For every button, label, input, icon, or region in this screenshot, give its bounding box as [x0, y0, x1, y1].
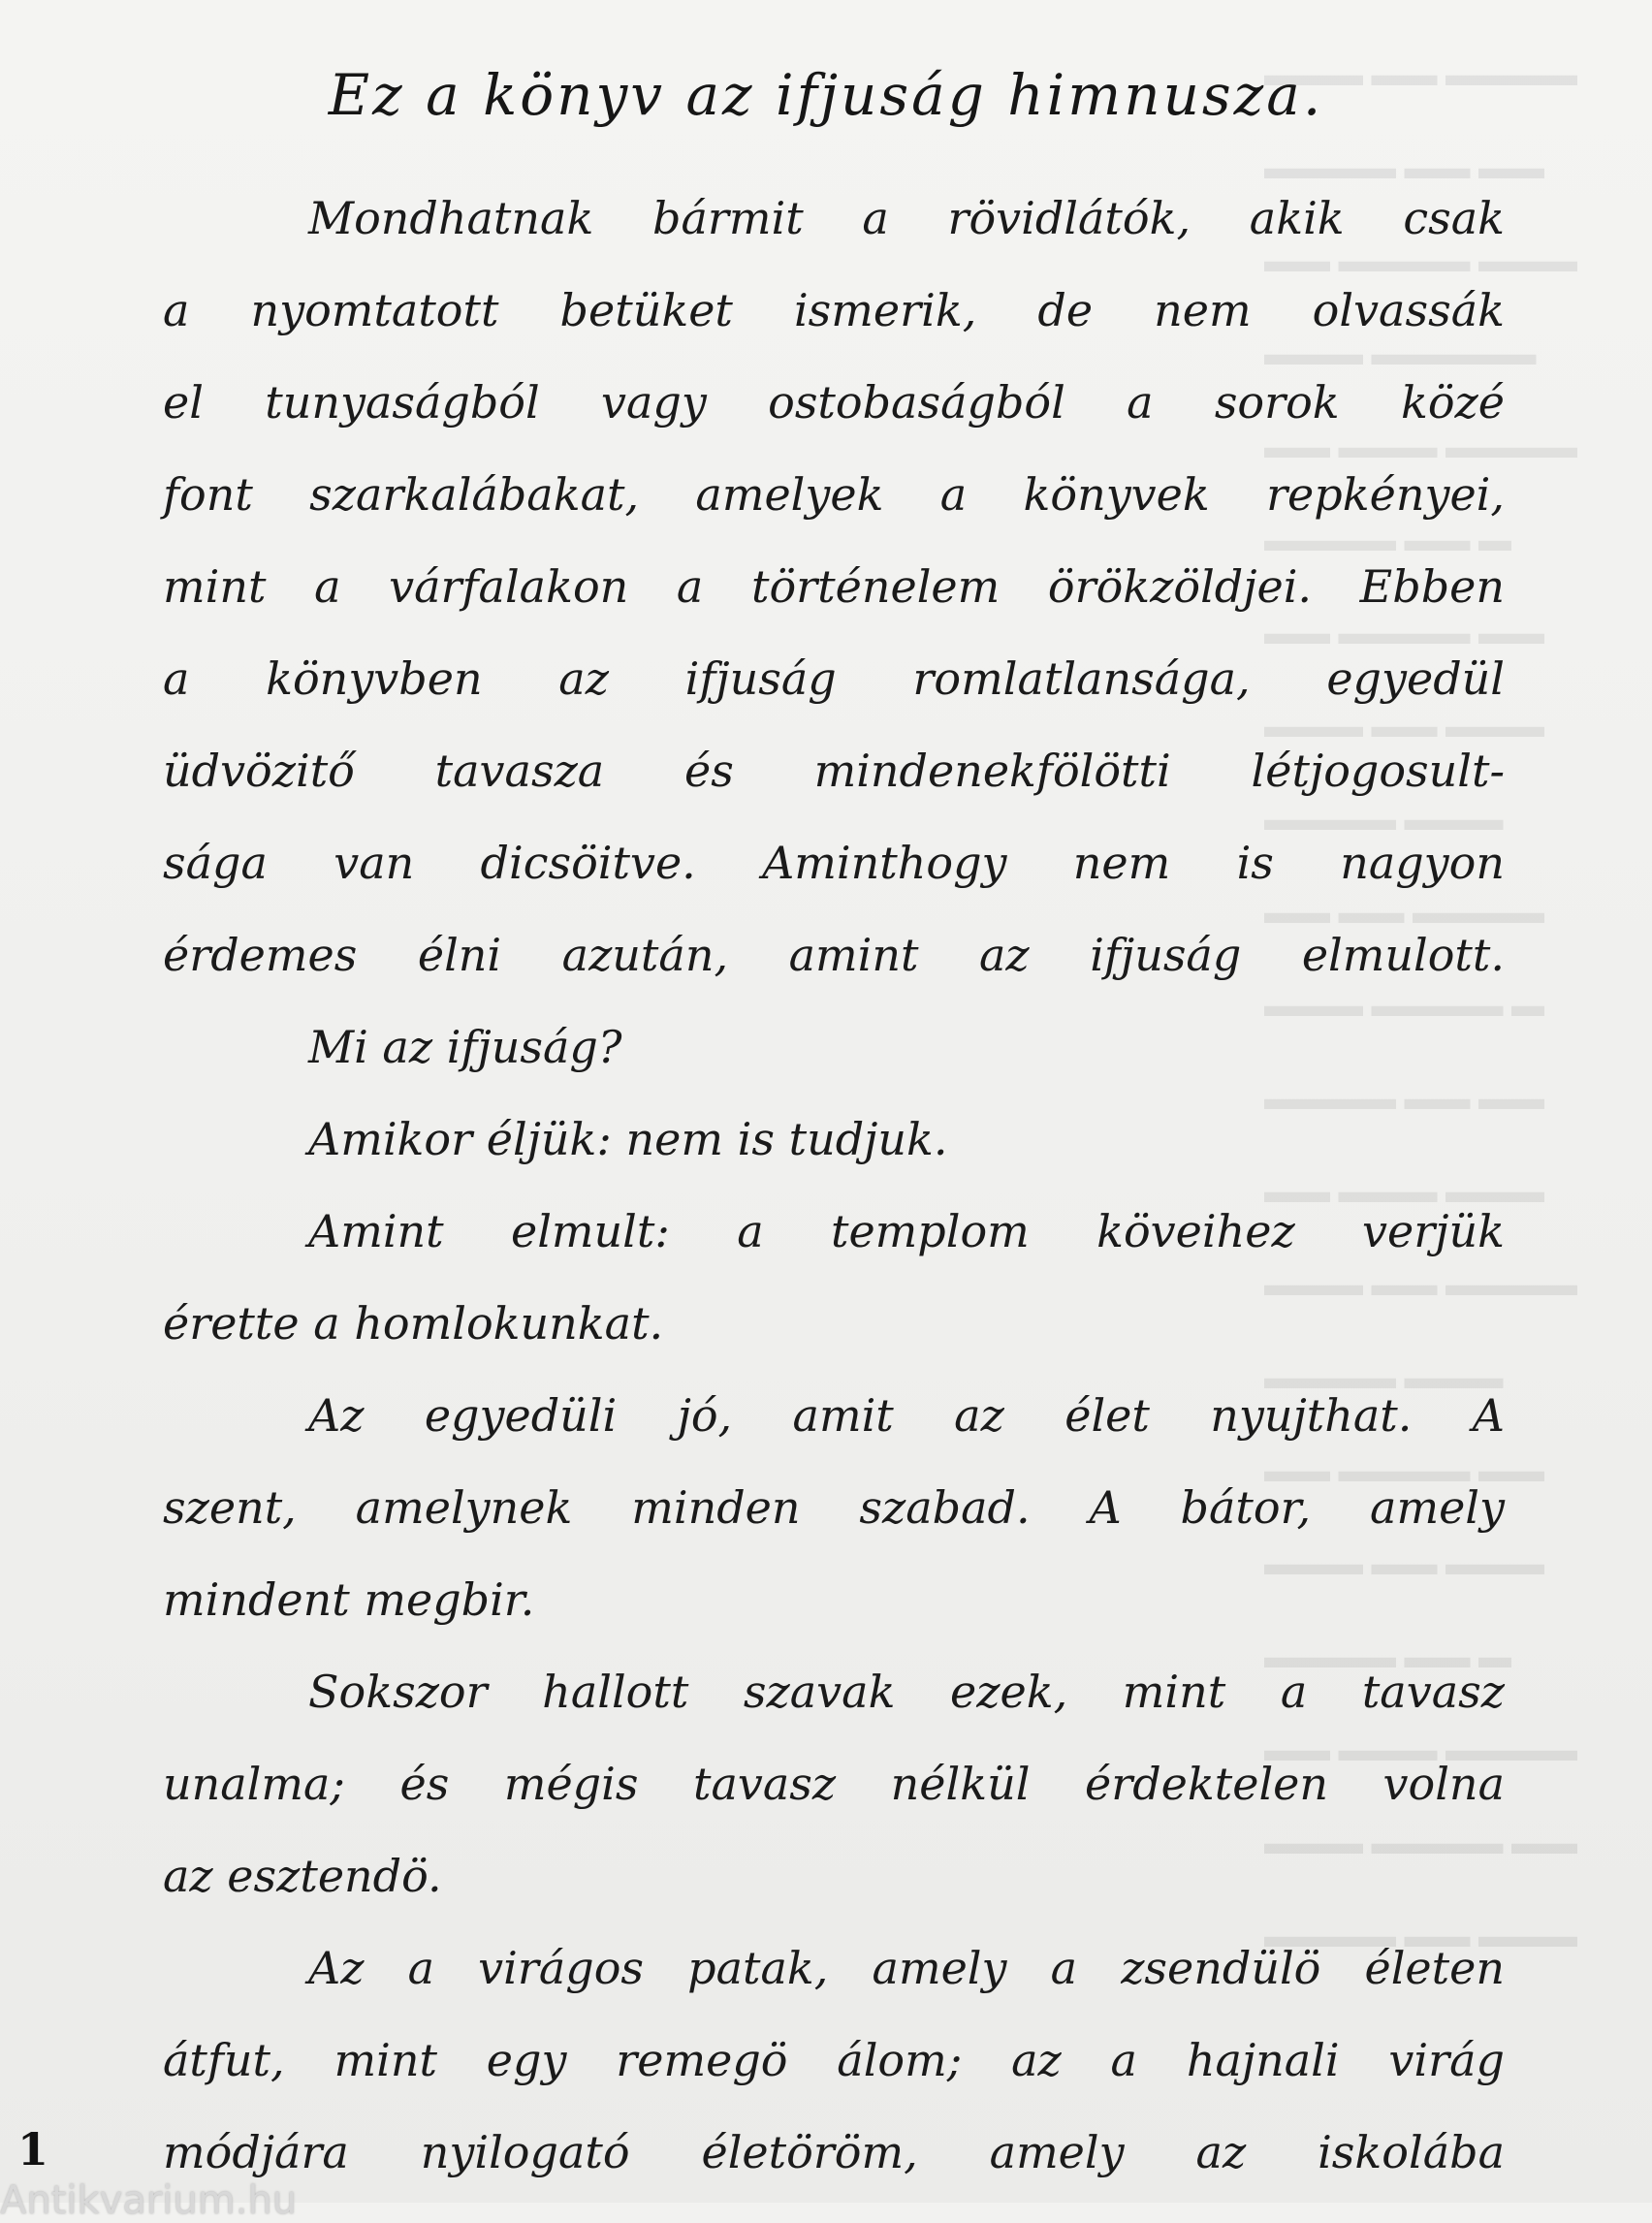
text-line: Amint elmult: a templom köveihez verjük — [308, 1205, 1505, 1257]
page-number: 1 — [17, 2123, 49, 2175]
text-line: mindent megbir. — [163, 1573, 535, 1626]
page-title: Ez a könyv az ifjuság himnusza. — [328, 62, 1324, 128]
body-text — [163, 173, 1505, 2199]
text-line: átfut, mint egy remegö álom; az a hajnali virág — [163, 2034, 1505, 2086]
text-line: érette a homlokunkat. — [163, 1297, 664, 1350]
text-line: érdemes élni azután, amint az ifjuság elmulott. — [163, 929, 1505, 981]
text-line: módjára nyilogató életöröm, amely az iskolába — [163, 2126, 1505, 2178]
text-line: font szarkalábakat, amelyek a könyvek repkényei, — [163, 468, 1505, 521]
text-line: Amikor éljük: nem is tudjuk. — [308, 1113, 948, 1165]
text-line: Sokszor hallott szavak ezek, mint a tavasz — [308, 1666, 1505, 1718]
text-line: szent, amelynek minden szabad. A bátor, amely — [163, 1481, 1505, 1534]
text-line: üdvözitő tavasza és mindenekfölötti létjogosult- — [163, 745, 1505, 797]
text-line: Mondhatnak bármit a rövidlátók, akik csak — [308, 192, 1505, 244]
text-line: el tunyaságból vagy ostobaságból a sorok közé — [163, 376, 1505, 429]
text-line: sága van dicsöitve. Aminthogy nem is nagyon — [163, 837, 1505, 889]
text-line: Mi az ifjuság? — [308, 1021, 622, 1073]
bleed-through-shadow: ▬▬▬ ▬▬ ▬▬▬▬ ▬▬▬▬ ▬▬ ▬▬ ▬▬ ▬▬▬▬ ▬▬▬ ▬▬▬ ▬▬▬▬▬ ▬▬ ▬▬▬ ▬▬▬▬ ▬▬▬▬ ▬▬ ▬ ▬▬ ▬▬▬▬ ▬▬ ▬▬▬ ▬▬ ▬▬▬ ▬▬▬▬ ▬▬▬ ▬▬ ▬▬ ▬▬▬▬ ▬▬▬ ▬▬▬▬ ▬ ▬▬▬▬ ▬▬ ▬▬ ▬▬ ▬▬▬ ▬▬▬ ▬▬▬ ▬▬ ▬▬▬▬ ▬▬▬▬ ▬▬▬ ▬▬ ▬▬▬▬ ▬▬ ▬▬▬ ▬▬ ▬▬▬ ▬▬▬▬ ▬▬ ▬ ▬▬ ▬▬▬ ▬▬▬▬ ▬▬▬ ▬▬▬▬ ▬▬ ▬▬▬▬ ▬▬ ▬▬▬ — [1264, 57, 1577, 1954]
text-line: az esztendö. — [163, 1850, 442, 1902]
text-line: mint a várfalakon a történelem örökzöldjei. Ebben — [163, 560, 1505, 613]
text-line: a nyomtatott betüket ismerik, de nem olvassák — [163, 284, 1505, 336]
text-line: Az a virágos patak, amely a zsendülö életen — [308, 1942, 1505, 1994]
text-line: a könyvben az ifjuság romlatlansága, egyedül — [163, 652, 1505, 705]
text-line: Az egyedüli jó, amit az élet nyujthat. A — [308, 1389, 1505, 1442]
text-line: unalma; és mégis tavasz nélkül érdektelen volna — [163, 1758, 1505, 1810]
watermark: Antikvarium.hu — [0, 2178, 298, 2223]
